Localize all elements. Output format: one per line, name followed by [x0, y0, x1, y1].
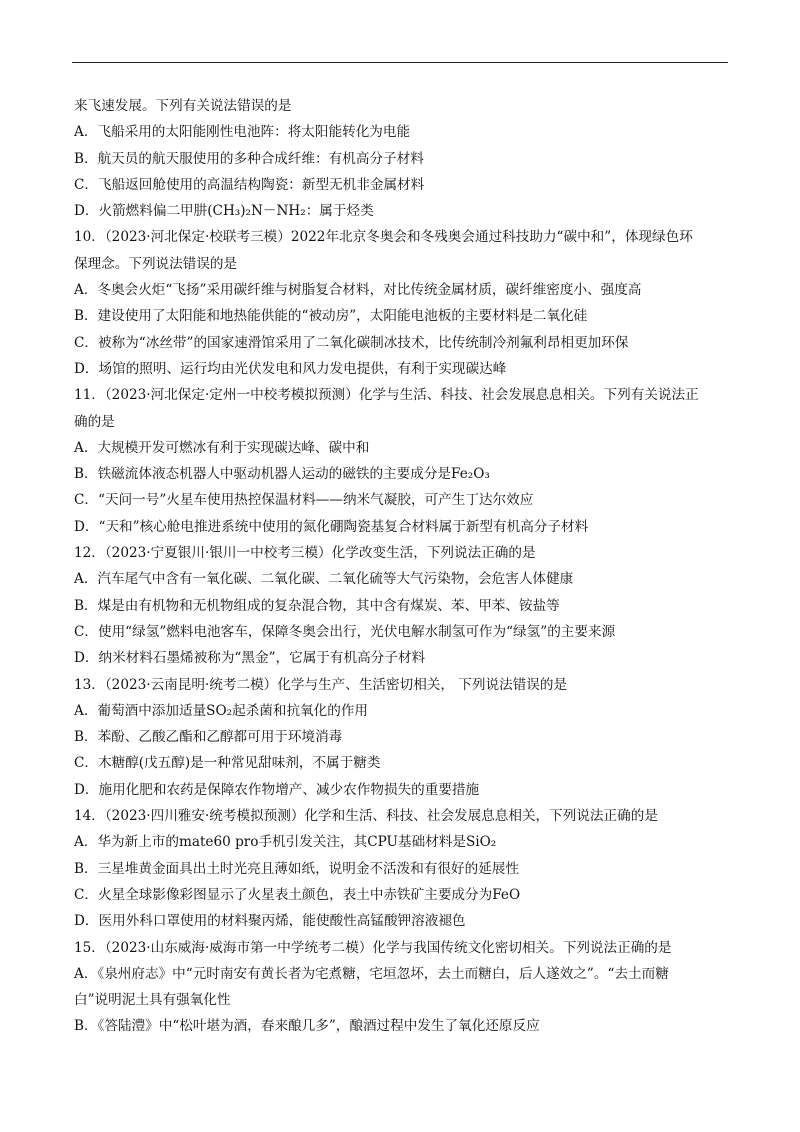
option-a: A．华为新上市的mate60 pro手机引发关注，其CPU基础材料是SiO₂ [74, 834, 497, 851]
question-10-stem-cont: 保理念。下列说法错误的是 [74, 255, 238, 272]
option-a: A．《泉州府志》中“元时南安有黄长者为宅煮糖，宅垣忽坏，去土而糖白，后人遂效之”。“去土而糖 [74, 965, 669, 982]
option-c: C．火星全球影像彩图显示了火星表土颜色，表土中赤铁矿主要成分为FeO [74, 886, 521, 903]
question-14-stem: 14．（2023·四川雅安·统考模拟预测）化学和生活、科技、社会发展息息相关，下列说法正确的是 [74, 808, 658, 825]
option-a: A．冬奥会火炬“飞扬”采用碳纤维与树脂复合材料，对比传统金属材质，碳纤维密度小、强度高 [74, 282, 642, 299]
option-c: C．“天问一号”火星车使用热控保温材料——纳米气凝胶，可产生丁达尔效应 [74, 492, 534, 509]
question-11-stem: 11．（2023·河北保定·定州一中校考模拟预测）化学与生活、科技、社会发展息息相关。下列有关说法正 [74, 387, 699, 404]
option-b: B．煤是由有机物和无机物组成的复杂混合物，其中含有煤炭、苯、甲苯、铵盐等 [74, 597, 560, 614]
option-b: B．苯酚、乙酸乙酯和乙醇都可用于环境消毒 [74, 729, 343, 746]
option-d: D．“天和”核心舱电推进系统中使用的氮化硼陶瓷基复合材料属于新型有机高分子材料 [74, 518, 589, 535]
question-12-stem: 12．（2023·宁夏银川·银川一中校考三模）化学改变生活，下列说法正确的是 [74, 545, 536, 562]
question-13-stem: 13．（2023·云南昆明·统考二模）化学与生产、生活密切相关， 下列说法错误的是 [74, 676, 568, 693]
option-b: B．《答陆澧》中“松叶堪为酒，春来酿几多”，酿酒过程中发生了氧化还原反应 [74, 1018, 540, 1035]
option-c: C．木糖醇(戊五醇)是一种常见甜味剂，不属于糖类 [74, 755, 381, 772]
option-d: D．纳米材料石墨烯被称为“黑金”，它属于有机高分子材料 [74, 650, 426, 667]
option-b: B．铁磁流体液态机器人中驱动机器人运动的磁铁的主要成分是Fe₂O₃ [74, 466, 490, 483]
question-10-stem: 10．（2023·河北保定·校联考三模）2022年北京冬奥会和冬残奥会通过科技助力“碳中和”，体现绿色环 [74, 229, 693, 246]
question-11-stem-cont: 确的是 [74, 413, 115, 430]
text-line: 来飞速发展。下列有关说法错误的是 [74, 98, 292, 114]
option-c: C．飞船返回舱使用的高温结构陶瓷：新型无机非金属材料 [74, 176, 425, 193]
option-c: C．使用“绿氢”燃料电池客车，保障冬奥会出行，光伏电解水制氢可作为“绿氢”的主要来源 [74, 623, 616, 640]
header-rule [72, 62, 728, 63]
option-b: B．建设使用了太阳能和地热能供能的“被动房”，太阳能电池板的主要材料是二氧化硅 [74, 308, 588, 325]
option-d: D．施用化肥和农药是保障农作物增产、减少农作物损失的重要措施 [74, 781, 480, 798]
document-body [74, 93, 728, 1040]
option-a: A．葡萄酒中添加适量SO₂起杀菌和抗氧化的作用 [74, 702, 369, 719]
option-a-cont: 白”说明泥土具有强氧化性 [74, 992, 231, 1009]
option-a: A．大规模开发可燃冰有利于实现碳达峰、碳中和 [74, 439, 370, 456]
option-d: D．场馆的照明、运行均由光伏发电和风力发电提供，有利于实现碳达峰 [74, 360, 507, 377]
option-b: B．航天员的航天服使用的多种合成纤维：有机高分子材料 [74, 150, 424, 167]
option-b: B．三星堆黄金面具出土时光亮且薄如纸，说明金不活泼和有很好的延展性 [74, 860, 519, 877]
option-d: D．火箭燃料偏二甲肼(CH₃)₂N－NH₂：属于烃类 [74, 203, 374, 220]
option-c: C．被称为“冰丝带”的国家速滑馆采用了二氧化碳制冰技术，比传统制冷剂氟利昂相更加环保 [74, 334, 629, 351]
option-d: D．医用外科口罩使用的材料聚丙烯，能使酸性高锰酸钾溶液褪色 [74, 913, 466, 930]
question-15-stem: 15．（2023·山东威海·威海市第一中学统考二模）化学与我国传统文化密切相关。下列说法正确的是 [74, 939, 672, 956]
option-a: A．汽车尾气中含有一氧化碳、二氧化碳、二氧化硫等大气污染物，会危害人体健康 [74, 571, 574, 588]
option-a: A．飞船采用的太阳能刚性电池阵：将太阳能转化为电能 [74, 124, 411, 141]
